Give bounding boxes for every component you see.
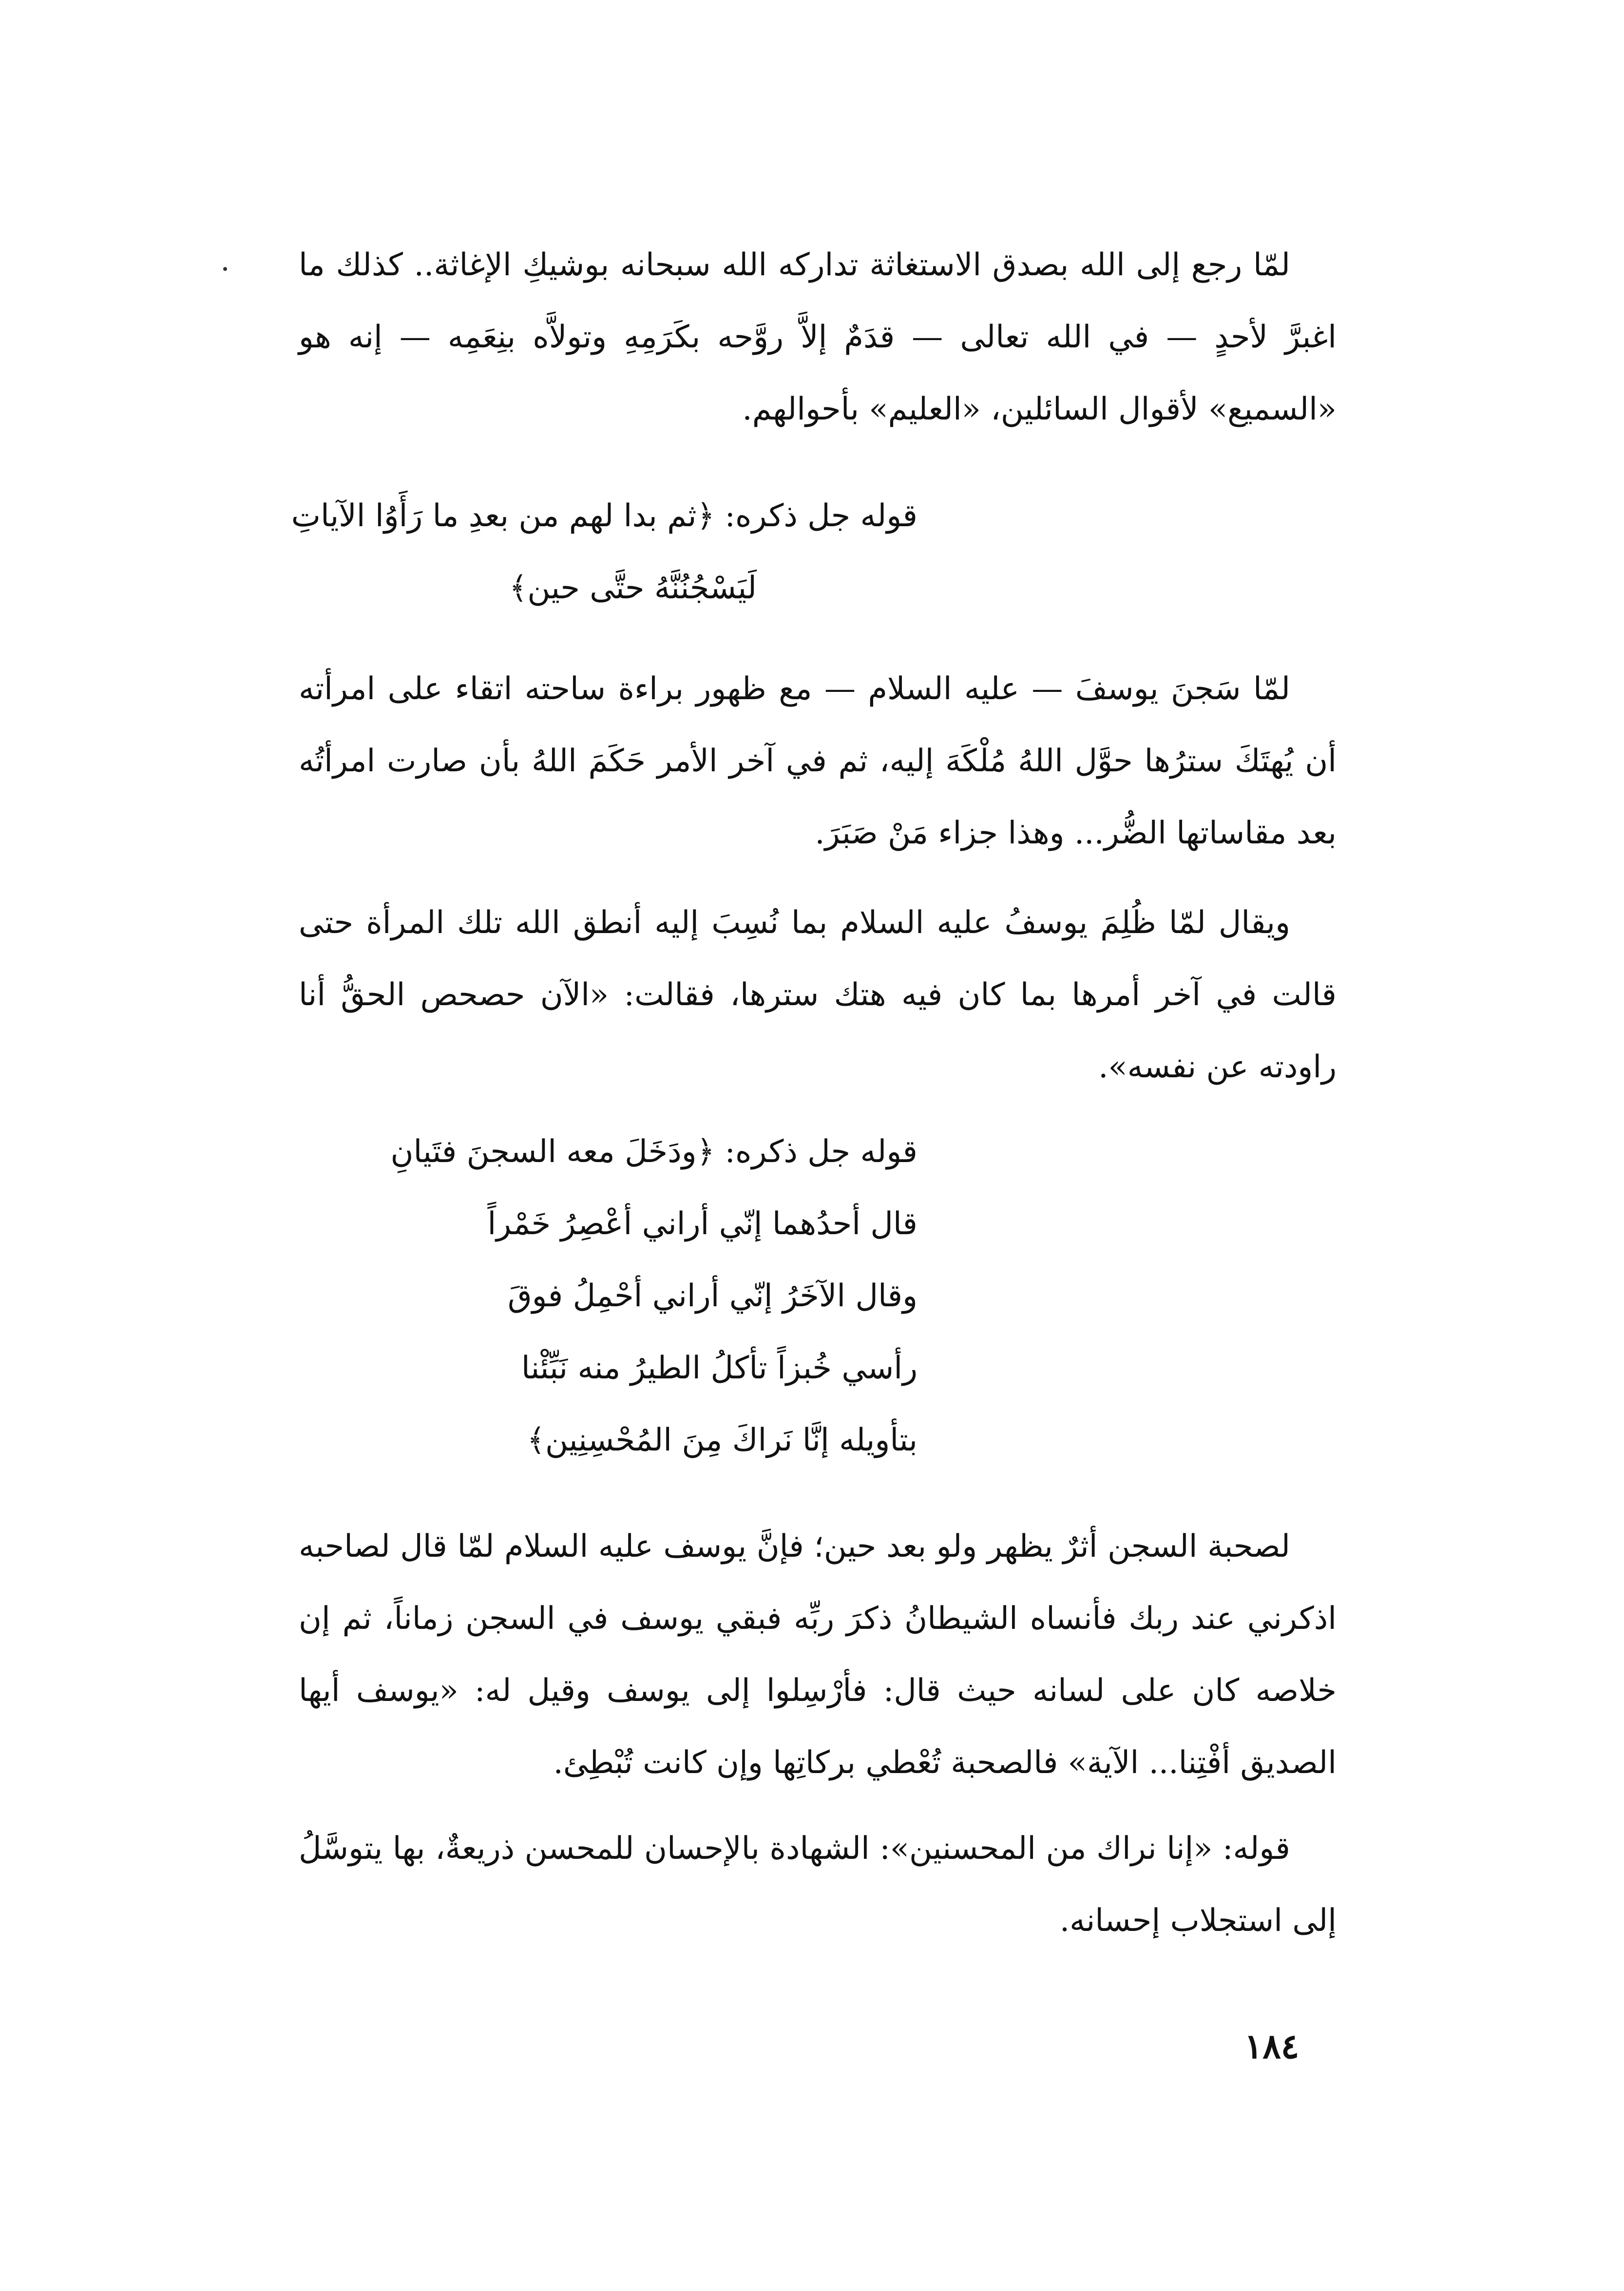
- paragraph-5: قوله: «إنا نراك من المحسنين»: الشهادة بالإحسان للمحسن ذريعةٌ، بها يتوسَّلُ إلى استجلاب إحسانه.: [299, 1831, 1337, 1939]
- paragraph-1: لمّا رجع إلى الله بصدق الاستغاثة تداركه الله سبحانه بوشيكِ الإغاثة.. كذلك ما اغبرَّ لأحدٍ — في الله تعالى — قدَمٌ إلاَّ روَّحه بكَرَمِهِ وتولاَّه بنِعَمِه — إنه هو «السميع» لأقوال السائلين، «العليم» بأحوالهم.: [299, 247, 1337, 427]
- verse-2-line-4: رأسي خُبزاً تأكلُ الطيرُ منه نَبِّئْنا: [521, 1350, 917, 1386]
- verse-1-line-1: قوله جل ذكره: ﴿ثم بدا لهم من بعدِ ما رَأَوُا الآياتِ: [291, 498, 917, 534]
- paragraph-2: لمّا سَجنَ يوسفَ — عليه السلام — مع ظهور براءة ساحته اتقاء على امرأته أن يُهتَكَ سترُها حوَّل اللهُ مُلْكَهَ إليه، ثم في آخر الأمر حَكَمَ اللهُ بأن صارت امرأتُه بعد مقاساتها الضُّر... وهذا جزاء مَنْ صَبَرَ.: [299, 671, 1337, 851]
- page-number: ١٨٤: [1244, 2026, 1299, 2066]
- verse-2-line-5: بتأويله إنَّا نَراكَ مِنَ المُحْسِنِين﴾: [527, 1422, 917, 1458]
- margin-mark: [223, 267, 227, 271]
- paragraph-4: لصحبة السجن أثرٌ يظهر ولو بعد حين؛ فإنَّ يوسف عليه السلام لمّا قال لصاحبه اذكرني عند ربك فأنساه الشيطانُ ذكرَ ربِّه فبقي يوسف في السجن زماناً، ثم إن خلاصه كان على لسانه حيث قال: فأرْسِلوا إلى يوسف وقيل له: «يوسف أيها الصديق أفْتِنا... الآية» فالصحبة تُعْطي بركاتِها وإن كانت تُبْطِئ.: [299, 1528, 1337, 1781]
- verse-2-line-1: قوله جل ذكره: ﴿ودَخَلَ معه السجنَ فتَيانِ: [390, 1134, 917, 1170]
- paragraph-3: ويقال لمّا ظُلِمَ يوسفُ عليه السلام بما نُسِبَ إليه أنطق الله تلك المرأة حتى قالت في آخر أمرها بما كان فيه هتك سترها، فقالت: «الآن حصحص الحقُّ أنا راودته عن نفسه».: [299, 905, 1337, 1085]
- verse-1-line-2: لَيَسْجُنُنَّهُ حتَّى حين﴾: [509, 570, 757, 606]
- verse-2-line-2: قال أحدُهما إنّي أراني أعْصِرُ خَمْراً: [487, 1206, 917, 1242]
- verse-block-2: [245, 1116, 917, 1476]
- verse-2-line-3: وقال الآخَرُ إنّي أراني أحْمِلُ فوقَ: [507, 1278, 917, 1314]
- verse-block-1: [245, 480, 917, 624]
